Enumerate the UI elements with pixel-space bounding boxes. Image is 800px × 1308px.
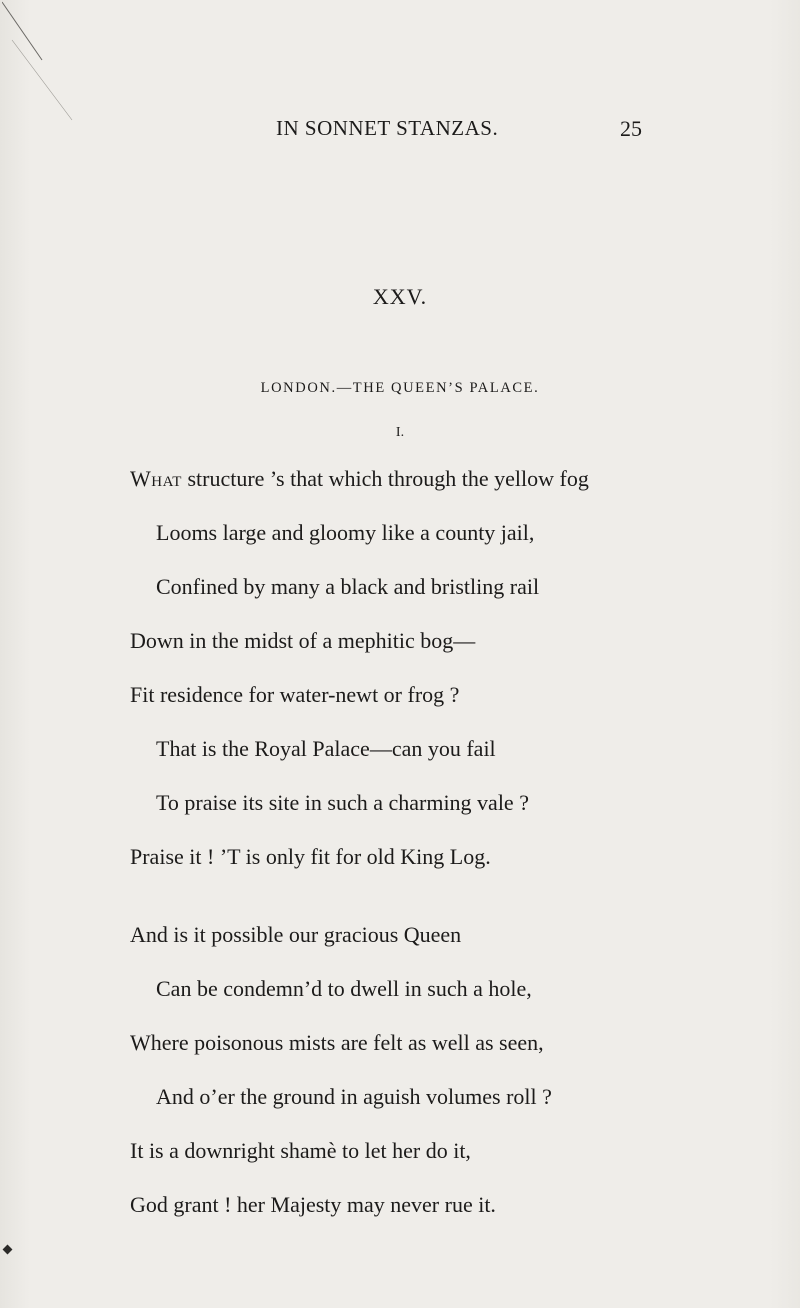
running-title: IN SONNET STANZAS. bbox=[276, 116, 499, 140]
poem-line: God grant ! her Majesty may never rue it. bbox=[130, 1192, 496, 1217]
poem-line: Can be condemn’d to dwell in such a hole, bbox=[156, 976, 532, 1001]
poem-line-text: structure ’s that which through the yellow fog bbox=[181, 466, 589, 491]
poem-line bbox=[130, 466, 589, 492]
poem-line: Fit residence for water-newt or frog ? bbox=[130, 682, 460, 707]
poem-line: And is it possible our gracious Queen bbox=[130, 922, 462, 947]
page-number: 25 bbox=[620, 116, 642, 141]
page-header bbox=[0, 116, 800, 146]
section-number: XXV. bbox=[372, 284, 428, 309]
poem-line: It is a downright shamè to let her do it, bbox=[130, 1138, 471, 1163]
poem-line: Down in the midst of a mephitic bog— bbox=[130, 628, 476, 653]
poem-line: Where poisonous mists are felt as well as seen, bbox=[130, 1030, 544, 1055]
poem-line: To praise its site in such a charming vale ? bbox=[156, 790, 529, 815]
poem-line: Confined by many a black and bristling rail bbox=[156, 574, 540, 599]
part-number: I. bbox=[395, 425, 405, 440]
poem-line: And o’er the ground in aguish volumes roll ? bbox=[156, 1084, 552, 1109]
poem-first-word: What bbox=[130, 466, 182, 491]
poem-line: Looms large and gloomy like a county jail, bbox=[156, 520, 535, 545]
poem-line: That is the Royal Palace—can you fail bbox=[156, 736, 496, 761]
section-title: LONDON.—THE QUEEN’S PALACE. bbox=[260, 380, 540, 396]
poem-line: Praise it ! ’T is only fit for old King Log. bbox=[130, 844, 491, 869]
diamond-mark-icon bbox=[3, 1245, 13, 1255]
